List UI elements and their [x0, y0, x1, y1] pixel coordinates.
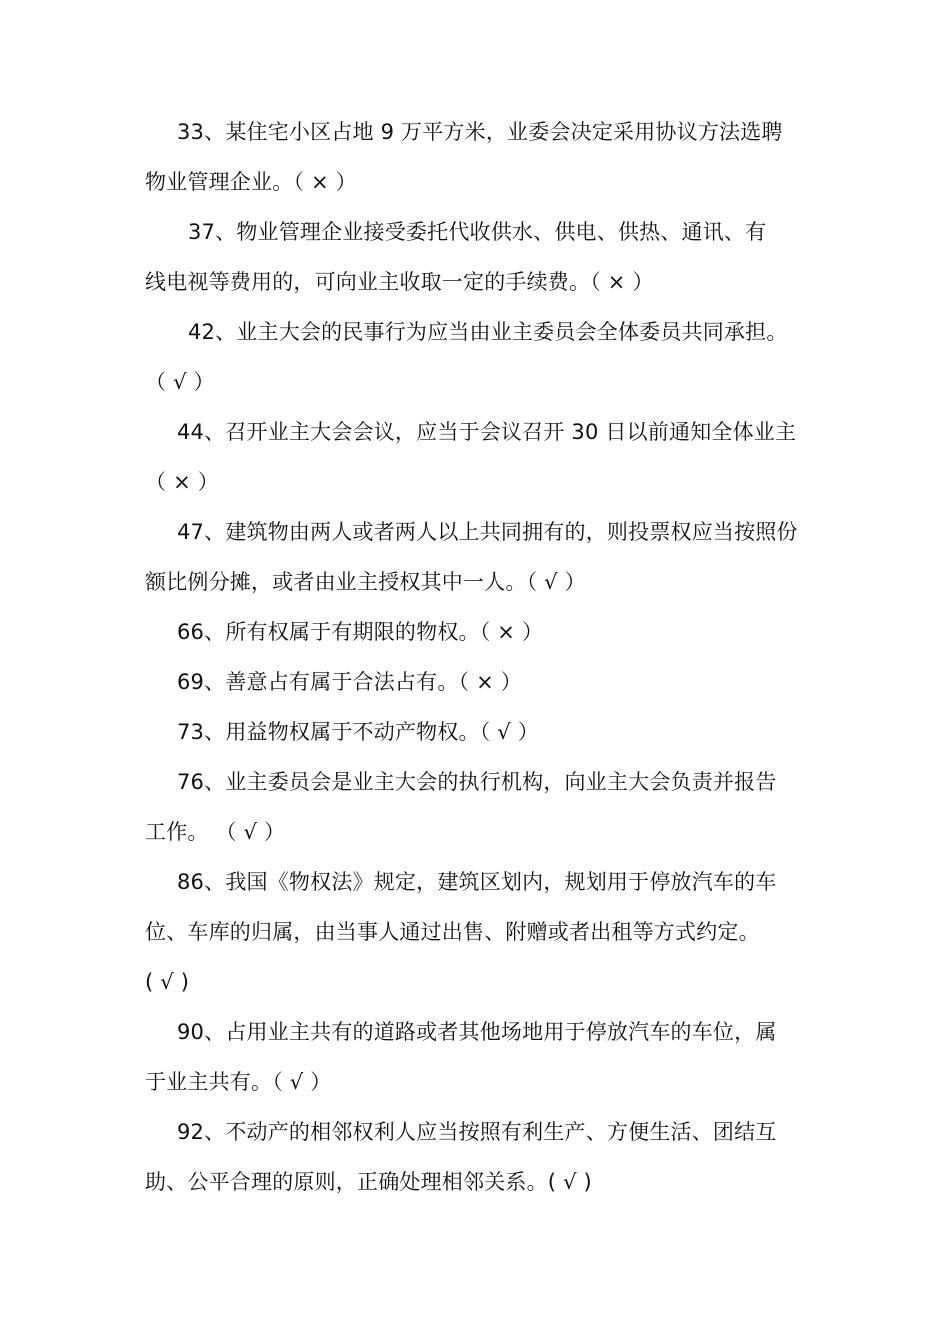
question-66-line-1: 66、所有权属于有期限的物权。（ × ）	[177, 620, 544, 644]
question-90-line-2: 于业主共有。（ √ ）	[145, 1070, 332, 1094]
question-76-line-1: 76、业主委员会是业主大会的执行机构，向业主大会负责并报告	[177, 770, 777, 794]
question-47-line-2: 额比例分摊，或者由业主授权其中一人。（ √ ）	[145, 570, 586, 594]
question-86-line-1: 86、我国《物权法》规定，建筑区划内，规划用于停放汽车的车	[177, 870, 777, 894]
question-42-line-2: （ √ ）	[145, 370, 215, 394]
question-73-line-1: 73、用益物权属于不动产物权。（ √ ）	[177, 720, 539, 744]
question-76-line-2: 工作。 （ √ ）	[145, 820, 286, 844]
question-90-line-1: 90、占用业主共有的道路或者其他场地用于停放汽车的车位，属	[177, 1020, 777, 1044]
question-37-line-2: 线电视等费用的，可向业主收取一定的手续费。（ × ）	[145, 270, 654, 294]
question-92-line-1: 92、不动产的相邻权利人应当按照有利生产、方便生活、团结互	[177, 1120, 777, 1144]
question-69-line-1: 69、善意占有属于合法占有。（ × ）	[177, 670, 522, 694]
question-37-line-1: 37、物业管理企业接受委托代收供水、供电、供热、通讯、有	[188, 220, 767, 244]
question-86-line-2: 位、车库的归属，由当事人通过出售、附赠或者出租等方式约定。	[145, 920, 760, 944]
question-47-line-1: 47、建筑物由两人或者两人以上共同拥有的，则投票权应当按照份	[177, 520, 798, 544]
question-33-line-1: 33、某住宅小区占地 9 万平方米，业委会决定采用协议方法选聘	[177, 120, 783, 144]
question-86-line-3: ( √ )	[145, 970, 190, 994]
question-33-line-2: 物业管理企业。（ × ）	[145, 170, 357, 194]
question-44-line-2: （ × ）	[145, 470, 219, 494]
question-92-line-2: 助、公平合理的原则，正确处理相邻关系。( √ )	[145, 1170, 592, 1194]
question-44-line-1: 44、召开业主大会会议，应当于会议召开 30 日以前通知全体业主	[177, 420, 797, 444]
question-42-line-1: 42、业主大会的民事行为应当由业主委员会全体委员共同承担。	[188, 320, 788, 344]
